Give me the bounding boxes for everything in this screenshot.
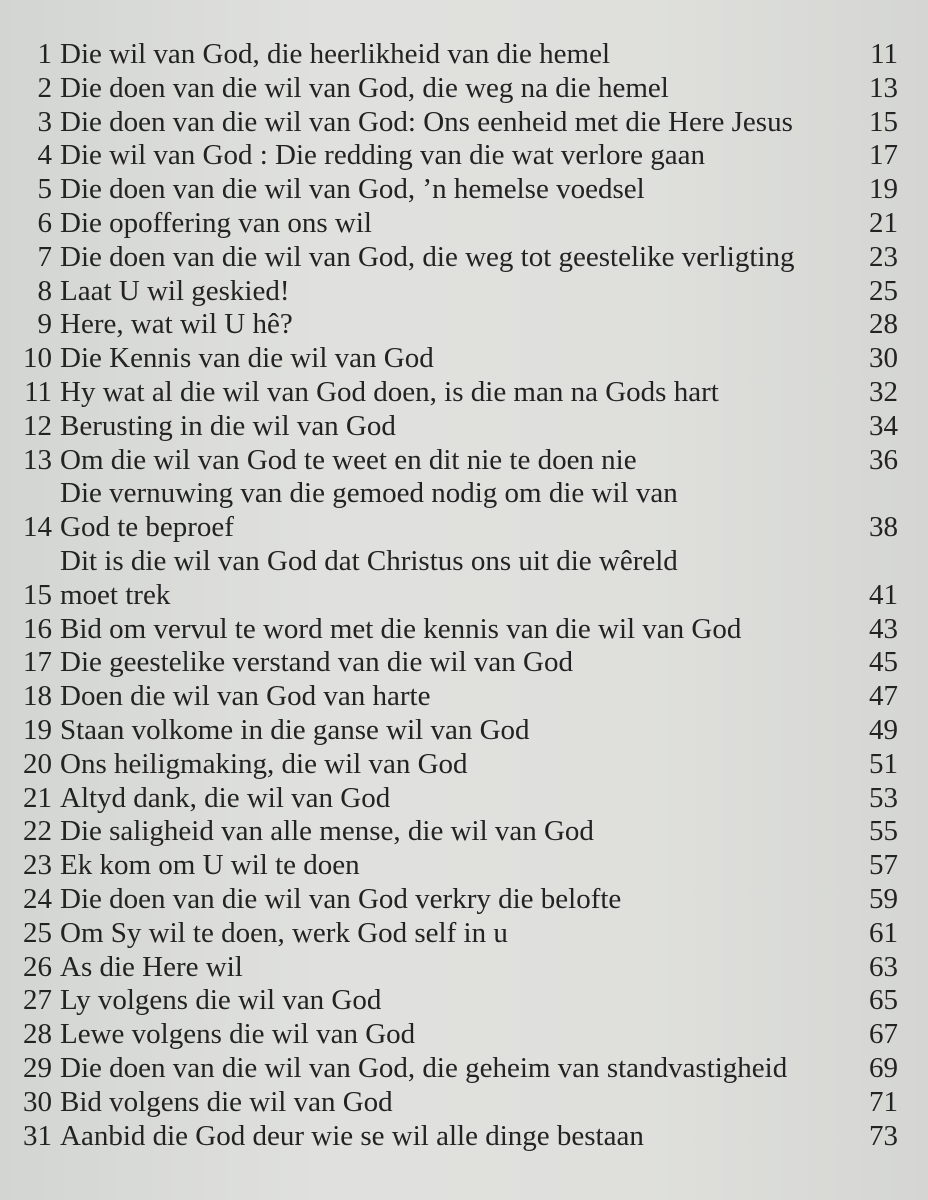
toc-entry [0, 815, 928, 849]
toc-entry [0, 1018, 928, 1052]
chapter-title [60, 849, 854, 883]
chapter-number: 27 [23, 984, 52, 1017]
chapter-title-line: Laat U wil geskied! [60, 274, 290, 307]
page-number: 19 [869, 173, 898, 206]
chapter-title-line: Bid volgens die wil van God [60, 1085, 393, 1118]
chapter-title-line: Doen die wil van God van harte [60, 680, 431, 713]
chapter-title [60, 545, 854, 613]
chapter-title [60, 1052, 854, 1086]
chapter-title [60, 951, 854, 985]
page-number: 47 [869, 680, 898, 713]
chapter-title [60, 917, 854, 951]
toc-entry [0, 782, 928, 816]
chapter-title-line: Die opoffering van ons wil [60, 206, 372, 239]
page-number: 30 [869, 342, 898, 375]
chapter-title [60, 38, 854, 72]
page-number: 34 [869, 409, 898, 442]
chapter-title-line: Bid om vervul te word met die kennis van die wil van God [60, 612, 742, 645]
toc-entry [0, 139, 928, 173]
table-of-contents [0, 38, 928, 1153]
chapter-title-line: Ons heiligmaking, die wil van God [60, 747, 468, 780]
chapter-title-line: Die doen van die wil van God verkry die belofte [60, 882, 622, 915]
page-number: 43 [869, 612, 898, 645]
chapter-title-line: Lewe volgens die wil van God [60, 1018, 416, 1051]
chapter-title [60, 106, 854, 140]
chapter-title-line: As die Here wil [60, 950, 243, 983]
chapter-title-line: Om die wil van God te weet en dit nie te doen nie [60, 443, 637, 476]
chapter-title-line: Ek kom om U wil te doen [60, 849, 360, 882]
toc-entry [0, 849, 928, 883]
chapter-title [60, 1086, 854, 1120]
chapter-number: 12 [23, 409, 52, 442]
chapter-number: 9 [37, 308, 52, 341]
chapter-number: 7 [37, 240, 52, 273]
chapter-title-line: Die geestelike verstand van die wil van God [60, 646, 573, 679]
chapter-number: 11 [24, 375, 52, 408]
chapter-number: 13 [23, 443, 52, 476]
page-number: 41 [869, 578, 898, 611]
chapter-title-line: Die wil van God : Die redding van die wat verlore gaan [60, 139, 706, 172]
chapter-number: 23 [23, 849, 52, 882]
chapter-title-line: Here, wat wil U hê? [60, 308, 293, 341]
chapter-title [60, 984, 854, 1018]
toc-entry [0, 444, 928, 478]
chapter-title-line: Aanbid die God deur wie se wil alle dinge bestaan [60, 1119, 644, 1152]
chapter-number: 26 [23, 950, 52, 983]
chapter-number: 10 [23, 342, 52, 375]
chapter-title [60, 173, 854, 207]
page-number: 36 [869, 443, 898, 476]
chapter-title [60, 646, 854, 680]
chapter-title-line: Berusting in die wil van God [60, 409, 396, 442]
chapter-number: 3 [37, 105, 52, 138]
toc-entry [0, 646, 928, 680]
chapter-title-line: Die vernuwing van die gemoed nodig om die wil van [60, 477, 678, 510]
toc-entry [0, 308, 928, 342]
chapter-title [60, 714, 854, 748]
chapter-number: 17 [23, 646, 52, 679]
chapter-title [60, 275, 854, 309]
chapter-title-line: Die doen van die wil van God, ’n hemelse voedsel [60, 173, 645, 206]
toc-entry [0, 477, 928, 545]
chapter-title-line: Die doen van die wil van God, die geheim van standvastigheid [60, 1051, 788, 1084]
chapter-title-line: Altyd dank, die wil van God [60, 781, 391, 814]
chapter-title-line: Die doen van die wil van God: Ons eenheid met die Here Jesus [60, 105, 793, 138]
chapter-number: 14 [23, 511, 52, 544]
page-number: 11 [870, 38, 898, 70]
page-number: 51 [869, 747, 898, 780]
page-number: 61 [869, 916, 898, 949]
toc-entry [0, 410, 928, 444]
toc-entry [0, 984, 928, 1018]
chapter-title [60, 444, 854, 478]
chapter-title-line: moet trek [60, 578, 171, 611]
toc-entry [0, 613, 928, 647]
chapter-title-line: Die doen van die wil van God, die weg tot geestelike verligting [60, 240, 795, 273]
chapter-number: 21 [23, 781, 52, 814]
toc-entry [0, 951, 928, 985]
chapter-number: 22 [23, 815, 52, 848]
page-number: 23 [869, 240, 898, 273]
chapter-title [60, 241, 854, 275]
toc-entry [0, 106, 928, 140]
chapter-title [60, 613, 854, 647]
chapter-number: 8 [37, 274, 52, 307]
page-number: 21 [869, 206, 898, 239]
chapter-title-line: Hy wat al die wil van God doen, is die man na Gods hart [60, 375, 719, 408]
chapter-title-line: Die Kennis van die wil van God [60, 342, 434, 375]
chapter-number: 31 [23, 1119, 52, 1152]
page-number: 55 [869, 815, 898, 848]
page-number: 63 [869, 950, 898, 983]
chapter-title [60, 782, 854, 816]
chapter-title [60, 1120, 854, 1154]
chapter-title [60, 342, 854, 376]
toc-entry [0, 207, 928, 241]
chapter-number: 20 [23, 747, 52, 780]
page-number: 65 [869, 984, 898, 1017]
chapter-title-line: Om Sy wil te doen, werk God self in u [60, 916, 508, 949]
chapter-title-line: Dit is die wil van God dat Christus ons uit die wêreld [60, 544, 678, 577]
chapter-title-line: Die saligheid van alle mense, die wil van God [60, 815, 594, 848]
toc-entry [0, 342, 928, 376]
chapter-title [60, 883, 854, 917]
chapter-number: 16 [23, 612, 52, 645]
chapter-number: 29 [23, 1051, 52, 1084]
toc-entry [0, 173, 928, 207]
toc-entry [0, 376, 928, 410]
page-number: 73 [869, 1119, 898, 1152]
chapter-title-line: God te beproef [60, 511, 234, 544]
page-number: 15 [869, 105, 898, 138]
chapter-number: 6 [37, 206, 52, 239]
chapter-title-line: Die doen van die wil van God, die weg na die hemel [60, 71, 669, 104]
chapter-title [60, 680, 854, 714]
page-number: 49 [869, 713, 898, 746]
chapter-title [60, 72, 854, 106]
chapter-number: 4 [37, 139, 52, 172]
toc-entry [0, 883, 928, 917]
chapter-number: 30 [23, 1085, 52, 1118]
toc-entry [0, 275, 928, 309]
chapter-title [60, 1018, 854, 1052]
toc-entry [0, 714, 928, 748]
chapter-title [60, 748, 854, 782]
toc-entry [0, 680, 928, 714]
toc-entry [0, 1052, 928, 1086]
chapter-number: 28 [23, 1018, 52, 1051]
toc-entry [0, 748, 928, 782]
page-number: 32 [869, 375, 898, 408]
chapter-number: 1 [37, 38, 52, 70]
chapter-title [60, 477, 854, 545]
chapter-title [60, 410, 854, 444]
chapter-title-line: Ly volgens die wil van God [60, 984, 382, 1017]
toc-entry [0, 38, 928, 72]
page-number: 69 [869, 1051, 898, 1084]
chapter-title [60, 376, 854, 410]
chapter-number: 18 [23, 680, 52, 713]
toc-entry [0, 1086, 928, 1120]
chapter-number: 19 [23, 713, 52, 746]
page-number: 17 [869, 139, 898, 172]
page-number: 25 [869, 274, 898, 307]
page-number: 13 [869, 71, 898, 104]
chapter-number: 25 [23, 916, 52, 949]
chapter-number: 15 [23, 578, 52, 611]
chapter-number: 24 [23, 882, 52, 915]
page-number: 45 [869, 646, 898, 679]
toc-entry [0, 917, 928, 951]
toc-entry [0, 241, 928, 275]
page-number: 57 [869, 849, 898, 882]
page-number: 38 [869, 511, 898, 544]
chapter-title [60, 308, 854, 342]
chapter-title [60, 139, 854, 173]
page-number: 53 [869, 781, 898, 814]
toc-entry [0, 545, 928, 613]
chapter-title-line: Die wil van God, die heerlikheid van die hemel [60, 38, 611, 70]
chapter-title [60, 815, 854, 849]
chapter-number: 5 [37, 173, 52, 206]
page-number: 59 [869, 882, 898, 915]
chapter-number: 2 [37, 71, 52, 104]
chapter-title-line: Staan volkome in die ganse wil van God [60, 713, 530, 746]
chapter-title [60, 207, 854, 241]
toc-entry [0, 1120, 928, 1154]
page-number: 28 [869, 308, 898, 341]
toc-entry [0, 72, 928, 106]
page-number: 71 [869, 1085, 898, 1118]
page-number: 67 [869, 1018, 898, 1051]
